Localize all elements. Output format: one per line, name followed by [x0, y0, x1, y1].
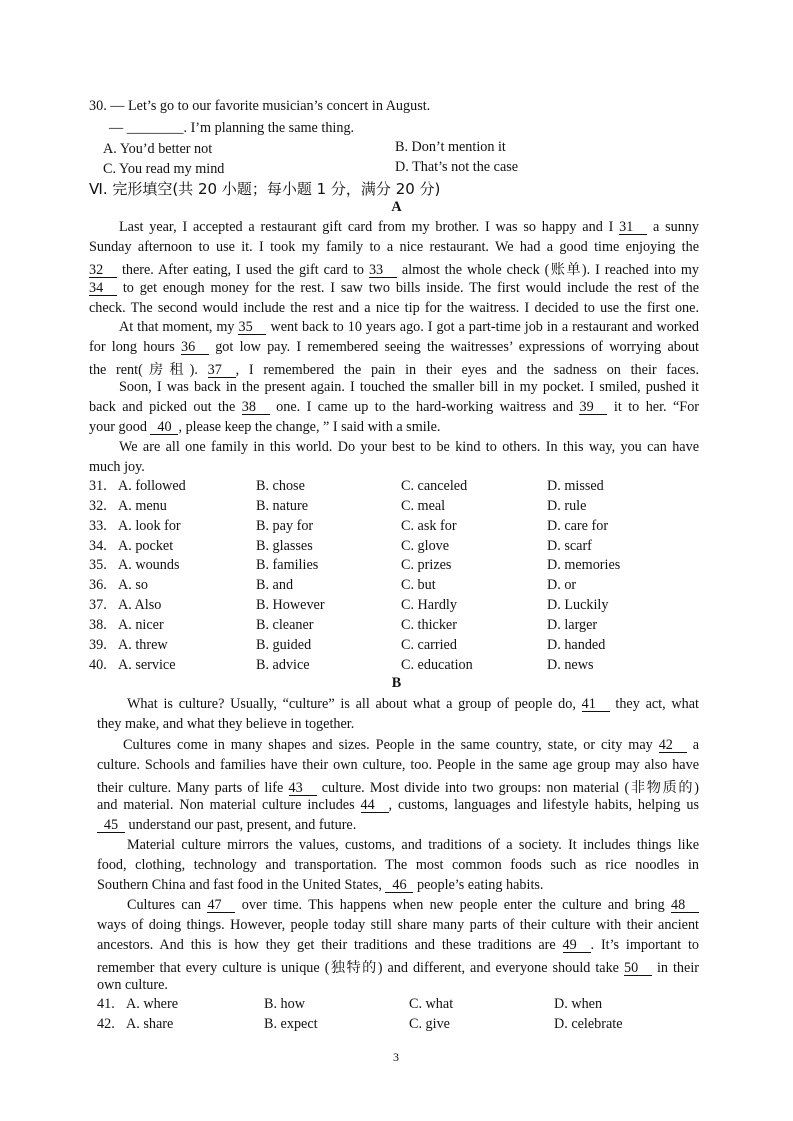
question-number: 38. [89, 617, 107, 633]
answer-blank: 35 [238, 320, 266, 335]
option-d: D. celebrate [554, 1016, 623, 1032]
passage-text: culture. Most divide into two groups: non material (非物质的) [316, 780, 699, 796]
answer-blank: 38 [242, 400, 270, 415]
passage-text: Cultures come in many shapes and sizes. People in the same country, state, or city may [123, 737, 659, 753]
answer-blank: 44 [361, 798, 389, 813]
option-c: C. but [401, 577, 436, 593]
option-a: A. service [118, 657, 176, 673]
answer-blank: 43 [289, 781, 317, 796]
passage-text: to get enough money for the rest. I saw two bills inside. The first would include the rest of the [117, 280, 699, 296]
passage-b-line [97, 797, 699, 814]
option-a: A. where [126, 996, 178, 1012]
option-c: C. education [401, 657, 473, 673]
question-number: 34. [89, 538, 107, 554]
passage-text: back and picked out the [89, 399, 242, 415]
passage-b-line [123, 737, 699, 754]
passage-text: in their [651, 960, 699, 976]
q30-option-d: D. That’s not the case [395, 159, 519, 175]
passage-text: . It’s important to [590, 937, 700, 953]
answer-blank: 42 [659, 738, 687, 753]
q30-option-c: C. You read my mind [103, 161, 225, 177]
passage-b-line [97, 957, 699, 977]
passage-a-line [119, 439, 699, 456]
passage-text: over time. This happens when new people enter the culture and bring [235, 897, 672, 913]
passage-text: understand our past, present, and future. [125, 817, 357, 833]
q30-option-b: B. Don’t mention it [395, 139, 506, 155]
question-row [89, 637, 709, 655]
answer-blank: 45 [97, 818, 125, 833]
passage-a-label: A [391, 199, 402, 215]
option-b: B. expect [264, 1016, 318, 1032]
option-a: A. share [126, 1016, 174, 1032]
option-b: B. pay for [256, 518, 314, 534]
question-number: 36. [89, 577, 107, 593]
passage-b-line [97, 757, 699, 774]
question-row [89, 518, 709, 536]
passage-a-line [89, 280, 699, 297]
option-b: B. and [256, 577, 294, 593]
option-c: C. prizes [401, 557, 452, 573]
answer-blank: 41 [582, 697, 610, 712]
q30-stem: 30. — Let’s go to our favorite musician’s concert in August. [89, 98, 431, 114]
passage-text: they make, and what they believe in together. [97, 716, 355, 732]
option-c: C. ask for [401, 518, 457, 534]
question-row [89, 478, 709, 496]
question-number: 32. [89, 498, 107, 514]
passage-b-line [97, 977, 699, 994]
answer-blank: 40 [150, 420, 178, 435]
option-b: B. glasses [256, 538, 313, 554]
q30-reply [109, 120, 354, 137]
question-row [89, 498, 709, 516]
option-c: C. meal [401, 498, 446, 514]
option-d: D. Luckily [547, 597, 609, 613]
option-d: D. scarf [547, 538, 592, 554]
option-b: B. advice [256, 657, 310, 673]
passage-b-line [97, 937, 699, 954]
option-b: B. nature [256, 498, 309, 514]
answer-blank: 33 [369, 263, 397, 278]
passage-text: ancestors. And this is how they get their traditions and these traditions are [97, 937, 563, 953]
passage-text: and material. Non material culture includes [97, 797, 361, 813]
answer-blank: 34 [89, 281, 117, 296]
option-a: A. look for [118, 518, 181, 534]
option-b: B. chose [256, 478, 305, 494]
option-a: A. followed [118, 478, 186, 494]
answer-blank: 47 [207, 898, 235, 913]
passage-text: much joy. [89, 459, 145, 475]
passage-a-line [89, 239, 699, 256]
answer-blank: 49 [563, 938, 591, 953]
option-c: C. Hardly [401, 597, 457, 613]
passage-text: your good [89, 419, 151, 435]
option-b: B. families [256, 557, 319, 573]
passage-text: remember that every culture is unique (独特的) and different, and everyone should take [97, 960, 624, 976]
option-d: D. when [554, 996, 603, 1012]
question-number: 40. [89, 657, 107, 673]
passage-text: , customs, languages and lifestyle habits, helping us [388, 797, 699, 813]
option-d: D. memories [547, 557, 621, 573]
option-d: D. news [547, 657, 594, 673]
passage-b-line [97, 716, 699, 733]
passage-text: check. The second would include the rest and a nice tip for the waitress. I decided to use the first one. [89, 300, 699, 316]
passage-text: got low pay. I remembered seeing the waitresses’ expressions of worrying about [208, 339, 699, 355]
passage-text: almost the whole check (账单). I reached into my [396, 262, 699, 278]
passage-text: their culture. Many parts of life [97, 780, 289, 796]
option-a: A. pocket [118, 538, 174, 554]
passage-text: there. After eating, I used the gift card to [117, 262, 369, 278]
passage-a-line [119, 219, 699, 236]
passage-text: own culture. [97, 977, 168, 993]
option-b: B. However [256, 597, 325, 613]
question-row [89, 538, 709, 556]
question-row [89, 657, 709, 675]
option-c: C. carried [401, 637, 457, 653]
option-a: A. threw [118, 637, 168, 653]
answer-blank: 50 [624, 961, 652, 976]
option-d: D. missed [547, 478, 604, 494]
option-c: C. thicker [401, 617, 457, 633]
passage-text: , please keep the change, ” I said with a smile. [178, 419, 441, 435]
answer-blank: 32 [89, 263, 117, 278]
passage-text: At that moment, my [119, 319, 239, 335]
question-row [89, 557, 709, 575]
passage-text: a [686, 737, 699, 753]
option-c: C. glove [401, 538, 450, 554]
question-row [89, 1016, 709, 1034]
option-c: C. canceled [401, 478, 468, 494]
question-row [89, 597, 709, 615]
passage-a-line [89, 259, 699, 279]
answer-blank: 31 [619, 220, 647, 235]
passage-a-line [89, 359, 699, 379]
q30-reply-dash: — [109, 120, 124, 136]
passage-text: Material culture mirrors the values, customs, and traditions of a society. It includes things like [127, 837, 699, 853]
option-b: B. cleaner [256, 617, 314, 633]
question-row [89, 996, 709, 1014]
option-d: D. handed [547, 637, 606, 653]
option-a: A. so [118, 577, 148, 593]
passage-a-line [89, 459, 699, 476]
option-d: D. larger [547, 617, 598, 633]
passage-b-line [127, 696, 699, 713]
q30-option-a: A. You’d better not [103, 141, 213, 157]
question-row [89, 617, 709, 635]
option-c: C. what [409, 996, 454, 1012]
option-a: A. Also [118, 597, 162, 613]
passage-text: one. I came up to the hard-working waitress and [269, 399, 580, 415]
answer-blank: 46 [385, 878, 413, 893]
passage-b-line [97, 877, 699, 894]
option-b: B. how [264, 996, 305, 1012]
passage-text: the rent(房租). [89, 362, 208, 378]
passage-text: Southern China and fast food in the United States, [97, 877, 386, 893]
option-c: C. give [409, 1016, 450, 1032]
passage-text: We are all one family in this world. Do your best to be kind to others. In this way, you can have [119, 439, 699, 455]
passage-text: ways of doing things. However, people today still share many parts of their culture with their ancient [97, 917, 699, 933]
option-a: A. menu [118, 498, 167, 514]
option-a: A. wounds [118, 557, 180, 573]
passage-b-line [127, 837, 699, 854]
passage-text: it to her. “For [607, 399, 700, 415]
passage-a-line [89, 300, 699, 317]
passage-text: people’s eating habits. [413, 877, 544, 893]
passage-b-line [97, 857, 699, 874]
passage-text: they act, what [609, 696, 699, 712]
passage-a-line [119, 319, 699, 336]
passage-text: went back to 10 years ago. I got a part-time job in a restaurant and worked [266, 319, 699, 335]
passage-b-line [97, 777, 699, 797]
answer-blank: 39 [579, 400, 607, 415]
passage-text: Cultures can [127, 897, 208, 913]
page-number: 3 [393, 1050, 399, 1064]
section-title: Ⅵ. 完形填空(共 20 小题；每小题 1 分，满分 20 分) [89, 180, 441, 198]
passage-a-line [89, 419, 699, 436]
q30-reply-blank: ________ [126, 120, 184, 136]
question-number: 37. [89, 597, 107, 613]
passage-text: Last year, I accepted a restaurant gift card from my brother. I was so happy and I [119, 219, 620, 235]
question-row [89, 577, 709, 595]
passage-a-line [89, 399, 699, 416]
question-number: 39. [89, 637, 107, 653]
passage-text: Soon, I was back in the present again. I touched the smaller bill in my pocket. I smiled, pushed it [119, 379, 699, 395]
question-number: 41. [97, 996, 115, 1012]
passage-text: food, clothing, technology and transportation. The most common foods such as rice noodles in [97, 857, 699, 873]
passage-b-line [97, 917, 699, 934]
passage-text: What is culture? Usually, “culture” is all about what a group of people do, [127, 696, 582, 712]
passage-a-line [119, 379, 699, 396]
passage-text: Sunday afternoon to use it. I took my family to a nice restaurant. We had a good time enjoying the [89, 239, 699, 255]
passage-text: , I remembered the pain in their eyes and the sadness on their faces. [235, 362, 699, 378]
option-d: D. or [547, 577, 577, 593]
question-number: 42. [97, 1016, 115, 1032]
passage-b-line [97, 817, 699, 834]
passage-text: a sunny [647, 219, 699, 235]
question-number: 35. [89, 557, 107, 573]
passage-a-line [89, 339, 699, 356]
option-a: A. nicer [118, 617, 164, 633]
passage-text: for long hours [89, 339, 181, 355]
passage-text: culture. Schools and families have their own culture, too. People in the same age group may also have [97, 757, 699, 773]
question-number: 31. [89, 478, 107, 494]
answer-blank: 37 [208, 363, 236, 378]
option-b: B. guided [256, 637, 312, 653]
q30-reply-text: . I’m planning the same thing. [183, 120, 355, 136]
answer-blank: 36 [181, 340, 209, 355]
passage-b-label: B [391, 675, 402, 691]
question-number: 33. [89, 518, 107, 534]
passage-b-line [127, 897, 699, 914]
answer-blank: 48 [671, 898, 699, 913]
option-d: D. rule [547, 498, 587, 514]
option-d: D. care for [547, 518, 609, 534]
